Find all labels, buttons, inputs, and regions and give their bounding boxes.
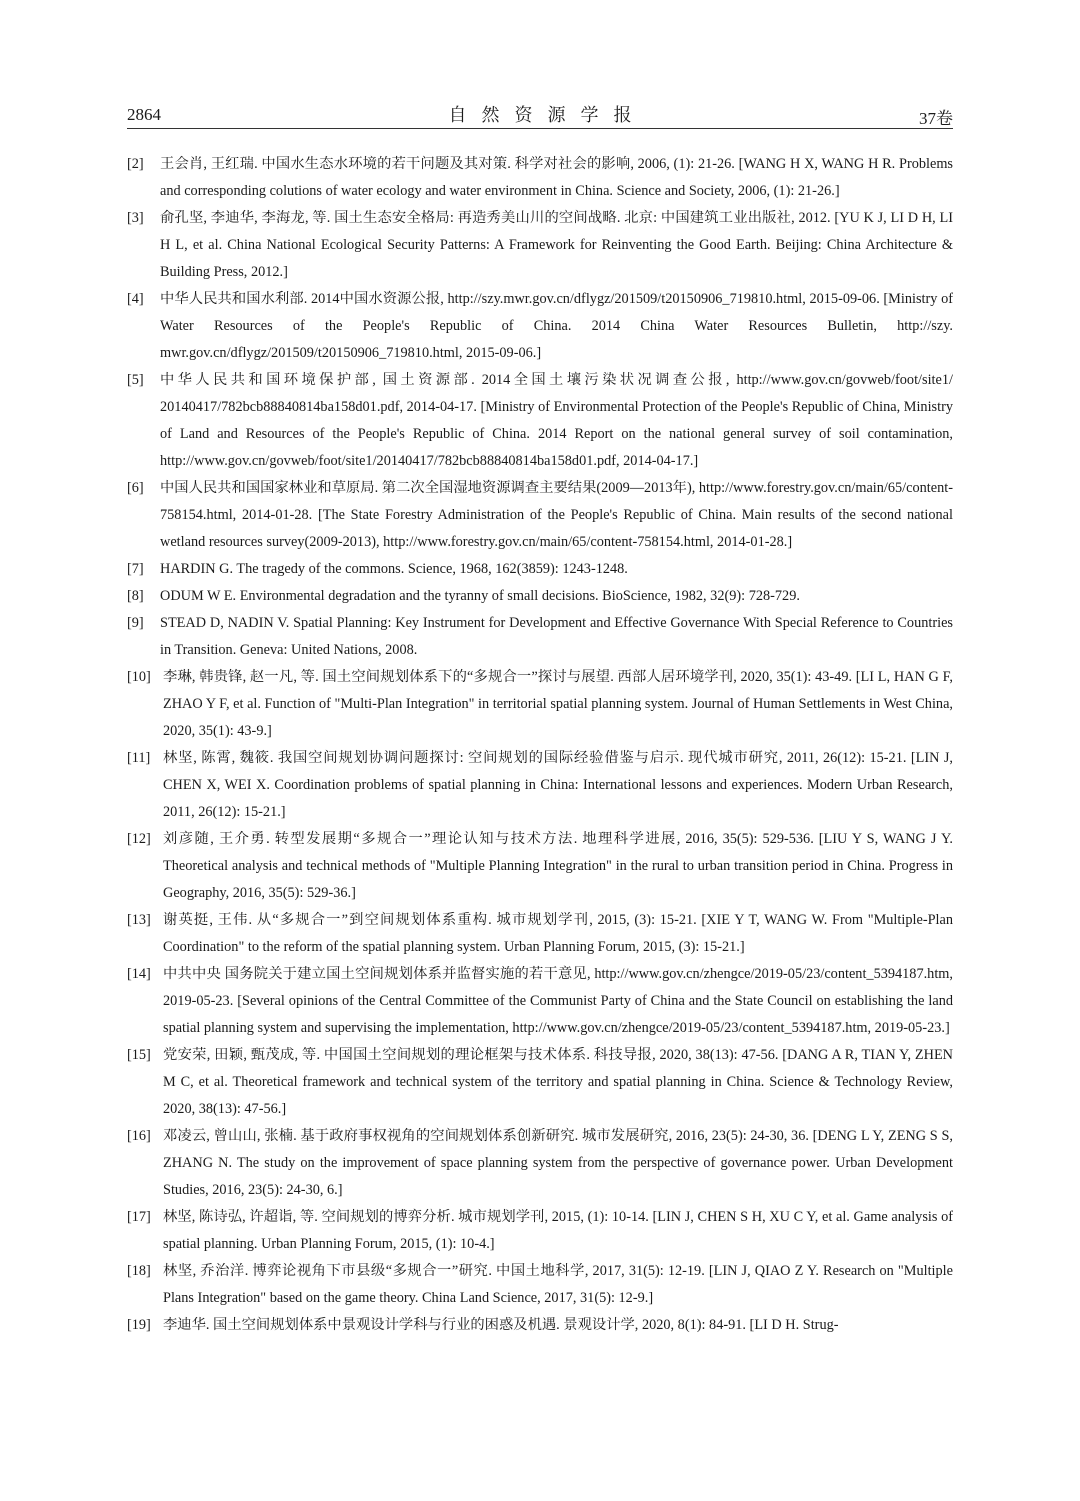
reference-text: 林坚, 乔治洋. 博弈论视角下市县级“多规合一”研究. 中国土地科学, 2017, 31(5): 12-19. [LIN J, QIAO Z Y. Research on "Multiple Plans Integration" based on the game theory. China Land Science, 2017, 31(5): 12-9.] bbox=[163, 1263, 953, 1306]
reference-item bbox=[127, 286, 953, 367]
reference-item bbox=[127, 1123, 953, 1204]
reference-text: 中国人民共和国国家林业和草原局. 第二次全国湿地资源调查主要结果(2009—2013年), http://www.forestry.gov.cn/​main/65/content-758154.html, 2014-01-28. [The State Forestry Administration of the People's Republic of China. Main results of the second national wetland resources survey(2009-2013), http://www.forestry.gov.cn/main/65/content-758154.​html, 2014-01-28.] bbox=[160, 480, 953, 550]
reference-item bbox=[127, 826, 953, 907]
reference-number: [17] bbox=[127, 1209, 151, 1225]
reference-number: [4] bbox=[127, 291, 144, 307]
reference-text: 党安荣, 田颖, 甄茂成, 等. 中国国土空间规划的理论框架与技术体系. 科技导报, 2020, 38(13): 47-56. [DANG A R, TIAN Y, ZHEN M C, et al. Theoretical framework and technical system of the territory and spatial planning in China. Science & Technology Review, 2020, 38(13): 47-56.] bbox=[163, 1047, 953, 1117]
reference-text: HARDIN G. The tragedy of the commons. Science, 1968, 162(3859): 1243-1248. bbox=[160, 561, 628, 577]
reference-number: [12] bbox=[127, 831, 151, 847]
reference-item bbox=[127, 1258, 953, 1312]
reference-item bbox=[127, 475, 953, 556]
reference-text: STEAD D, NADIN V. Spatial Planning: Key Instrument for Development and Effective Governance With Special Reference to Countries in Transition. Geneva: United Nations, 2008. bbox=[160, 615, 953, 658]
reference-text: 刘彦随, 王介勇. 转型发展期“多规合一”理论认知与技术方法. 地理科学进展, 2016, 35(5): 529-536. [LIU Y S, WANG J Y. Theoretical analysis and technical methods of "Multiple Planning Integration" in the rural to urban transition period in China. Progress in Geography, 2016, 35(5): 529-36.] bbox=[163, 831, 953, 901]
reference-number: [9] bbox=[127, 615, 144, 631]
reference-item bbox=[127, 907, 953, 961]
reference-text: 李琳, 韩贵锋, 赵一凡, 等. 国土空间规划体系下的“多规合一”探讨与展望. 西部人居环境学刊, 2020, 35(1): 43-49. [LI L, HAN G F, ZHAO Y F, et al. Function of "Multi-Plan Integration" in territorial spatial planning system. Journal of Human Settlements in West China, 2020, 35(1): 43-9.] bbox=[163, 669, 953, 739]
reference-number: [3] bbox=[127, 210, 144, 226]
running-header bbox=[127, 100, 953, 129]
reference-number: [8] bbox=[127, 588, 144, 604]
reference-text: 中共中央 国务院关于建立国土空间规划体系并监督实施的若干意见, http://www.gov.cn/zhengce/2019-05/23/content_5394187.htm, 2019-05-23. [Several opinions of the Central Committee of the Communist Party of China and the State Council on establishing the land spatial planning system and supervising the implementation, http://www.gov.cn/​zhengce/2019-05/23/content_5394187.htm, 2019-05-23.] bbox=[163, 966, 953, 1036]
reference-number: [7] bbox=[127, 561, 144, 577]
reference-text: 俞孔坚, 李迪华, 李海龙, 等. 国土生态安全格局: 再造秀美山川的空间战略. 北京: 中国建筑工业出版社, 2012. [YU K J, LI D H, LI H L, et al. China National Ecological Security Patterns: A Framework for Reinventing the Good Earth. Beijing: China Architecture & Building Press, 2012.] bbox=[160, 210, 953, 280]
reference-item bbox=[127, 367, 953, 475]
reference-number: [10] bbox=[127, 669, 151, 685]
reference-number: [14] bbox=[127, 966, 151, 982]
reference-text: 林坚, 陈诗弘, 许超诣, 等. 空间规划的博弈分析. 城市规划学刊, 2015, (1): 10-14. [LIN J, CHEN S H, XU C Y, et al. Game analysis of spatial planning. Urban Planning Forum, 2015, (1): 10-4.] bbox=[163, 1209, 953, 1252]
reference-item bbox=[127, 1042, 953, 1123]
reference-item bbox=[127, 1312, 953, 1339]
reference-item bbox=[127, 151, 953, 205]
reference-list bbox=[127, 151, 953, 1339]
reference-item bbox=[127, 205, 953, 286]
journal-title: 自然资源学报 bbox=[448, 105, 647, 125]
reference-item bbox=[127, 664, 953, 745]
page-number: 2864 bbox=[127, 105, 161, 124]
reference-number: [16] bbox=[127, 1128, 151, 1144]
reference-text: 邓凌云, 曾山山, 张楠. 基于政府事权视角的空间规划体系创新研究. 城市发展研究, 2016, 23(5): 24-30, 36. [DENG L Y, ZENG S S, ZHANG N. The study on the improvement of space planning system from the perspective of governance power. Urban Development Studies, 2016, 23(5): 24-30, 6.] bbox=[163, 1128, 953, 1198]
reference-text: 林坚, 陈霄, 魏筱. 我国空间规划协调问题探讨: 空间规划的国际经验借鉴与启示. 现代城市研究, 2011, 26(12): 15-21. [LIN J, CHEN X, WEI X. Coordination problems of spatial planning in China: International lessons and experiences. Modern Urban Research, 2011, 26(12): 15-21.] bbox=[163, 750, 953, 820]
reference-item bbox=[127, 961, 953, 1042]
reference-item bbox=[127, 583, 953, 610]
reference-item bbox=[127, 610, 953, 664]
reference-number: [15] bbox=[127, 1047, 151, 1063]
reference-text: ODUM W E. Environmental degradation and the tyranny of small decisions. BioScience, 1982, 32(9): 728-729. bbox=[160, 588, 800, 604]
reference-number: [18] bbox=[127, 1263, 151, 1279]
volume-label: 37卷 bbox=[919, 109, 953, 128]
reference-number: [5] bbox=[127, 372, 144, 388]
reference-number: [19] bbox=[127, 1317, 151, 1333]
reference-text: 中华人民共和国环境保护部, 国土资源部. 2014全国土壤污染状况调查公报, http://www.gov.cn/govweb/foot/site1/​20140417/782bcb88840814ba158d01.pdf, 2014-04-17. [Ministry of Environmental Protection of the People's Republic of China, Ministry of Land and Resources of the People's Republic of China. 2014 Report on the national general survey of soil contamination, http://www.gov.cn/govweb/foot/site1/20140417/782bcb88840814ba158d01.pdf, 2014-04-17.] bbox=[160, 372, 953, 469]
reference-text: 王会肖, 王红瑞. 中国水生态水环境的若干问题及其对策. 科学对社会的影响, 2006, (1): 21-26. [WANG H X, WANG H R. Problems and corresponding colutions of water ecology and water environment in China. Science and Society, 2006, (1): 21-26.] bbox=[160, 156, 953, 199]
reference-text: 谢英挺, 王伟. 从“多规合一”到空间规划体系重构. 城市规划学刊, 2015, (3): 15-21. [XIE Y T, WANG W. From "Multiple-Plan Coordination" to the reform of the spatial planning system. Urban Planning Forum, 2015, (3): 15-21.] bbox=[163, 912, 953, 955]
reference-item bbox=[127, 1204, 953, 1258]
reference-number: [13] bbox=[127, 912, 151, 928]
reference-text: 李迪华. 国土空间规划体系中景观设计学科与行业的困惑及机遇. 景观设计学, 2020, 8(1): 84-91. [LI D H. Strug- bbox=[163, 1317, 839, 1333]
reference-number: [6] bbox=[127, 480, 144, 496]
reference-number: [11] bbox=[127, 750, 151, 766]
reference-item bbox=[127, 556, 953, 583]
reference-number: [2] bbox=[127, 156, 144, 172]
reference-text: 中华人民共和国水利部. 2014中国水资源公报, http://szy.mwr.gov.cn/dflygz/201509/t20150906_719810.html, 2015-09-06. [Ministry of Water Resources of the People's Republic of China. 2014 China Water Resources Bulletin, http://szy.​mwr.gov.cn/dflygz/201509/t20150906_719810.html, 2015-09-06.] bbox=[160, 291, 953, 361]
reference-item bbox=[127, 745, 953, 826]
